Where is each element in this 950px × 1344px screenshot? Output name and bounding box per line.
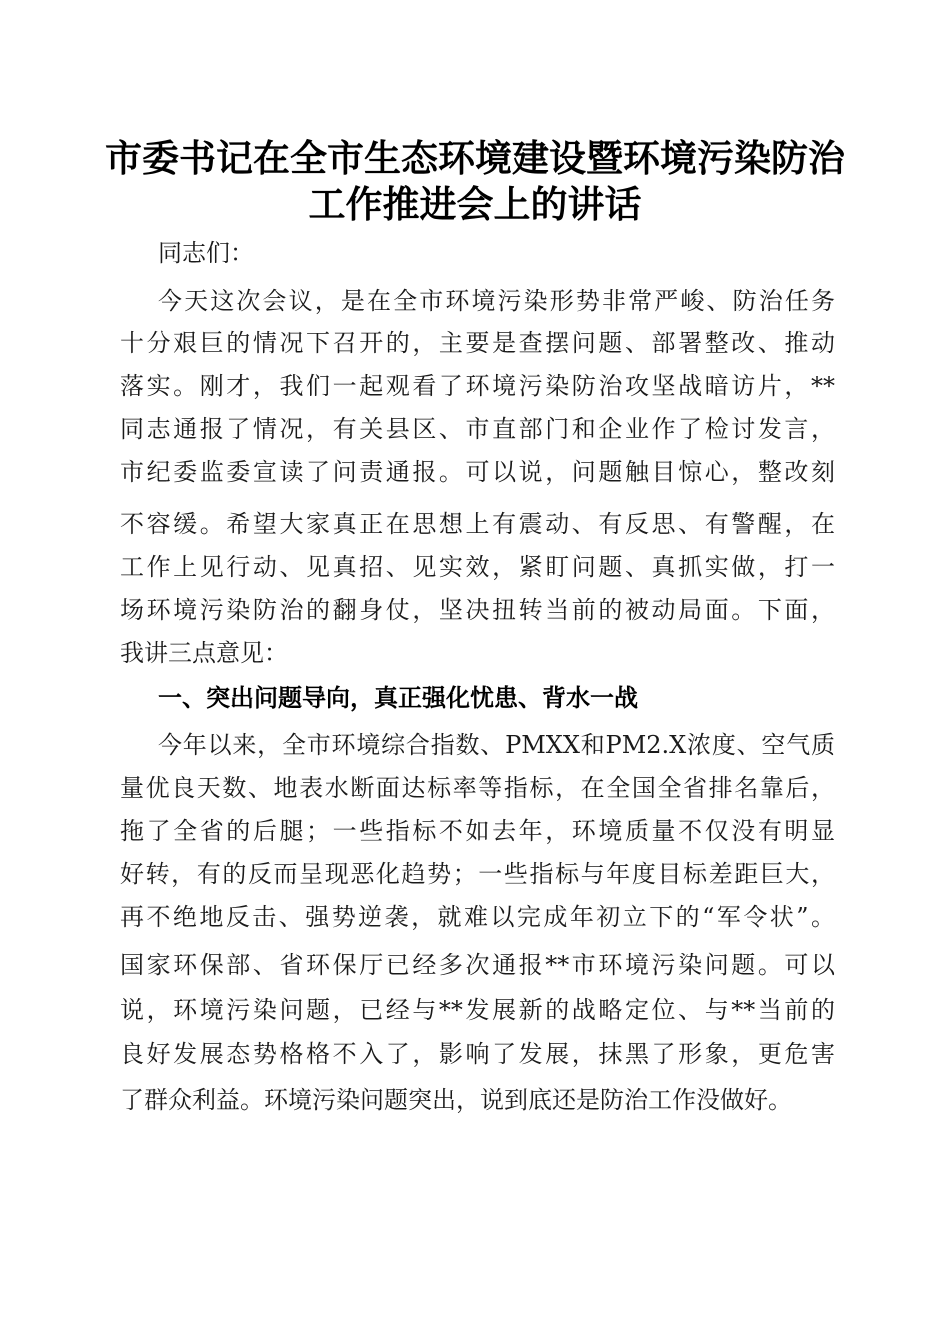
paragraph-1-line: 工作上见行动、见真招、见实效，紧盯问题、真抓实做，打一 <box>120 553 835 581</box>
document-title-line-2: 工作推进会上的讲话 <box>308 182 642 226</box>
paragraph-1-line: 十分艰巨的情况下召开的，主要是查摆问题、部署整改、推动 <box>120 329 835 357</box>
paragraph-1-line: 我讲三点意见： <box>120 639 288 667</box>
paragraph-2-line: 了群众利益。环境污染问题突出，说到底还是防治工作没做好。 <box>120 1086 792 1114</box>
document-title-line-1: 市委书记在全市生态环境建设暨环境污染防治 <box>105 136 845 180</box>
paragraph-2-line: 量优良天数、地表水断面达标率等指标，在全国全省排名靠后， <box>120 774 835 802</box>
paragraph-1-line: 不容缓。希望大家真正在思想上有震动、有反思、有警醒，在 <box>120 510 835 538</box>
paragraph-1-line: 同志通报了情况，有关县区、市直部门和企业作了检讨发言， <box>120 415 835 443</box>
paragraph-1-line: 今天这次会议，是在全市环境污染形势非常严峻、防治任务 <box>158 287 835 315</box>
salutation: 同志们： <box>158 239 254 267</box>
paragraph-1-line: 市纪委监委宣读了问责通报。可以说，问题触目惊心，整改刻 <box>120 458 835 486</box>
paragraph-1-line: 落实。刚才，我们一起观看了环境污染防治攻坚战暗访片，** <box>120 372 835 400</box>
paragraph-2-line: 好转，有的反而呈现恶化趋势；一些指标与年度目标差距巨大， <box>120 860 835 888</box>
paragraph-2-line: 拖了全省的后腿；一些指标不如去年，环境质量不仅没有明显 <box>120 817 835 845</box>
paragraph-2-line: 说，环境污染问题，已经与**发展新的战略定位、与**当前的 <box>120 996 835 1024</box>
paragraph-2-line: 再不绝地反击、强势逆袭，就难以完成年初立下的“军令状”。 <box>120 903 835 931</box>
paragraph-1-line: 场环境污染防治的翻身仗，坚决扭转当前的被动局面。下面， <box>120 596 835 624</box>
paragraph-2-line: 良好发展态势格格不入了，影响了发展，抹黑了形象，更危害 <box>120 1040 835 1068</box>
paragraph-2-line: 今年以来，全市环境综合指数、PMXX和PM2.X浓度、空气质 <box>158 731 835 759</box>
section-1-heading: 一、突出问题导向，真正强化忧患、背水一战 <box>158 684 638 712</box>
paragraph-2-line: 国家环保部、省环保厅已经多次通报**市环境污染问题。可以 <box>120 951 835 979</box>
